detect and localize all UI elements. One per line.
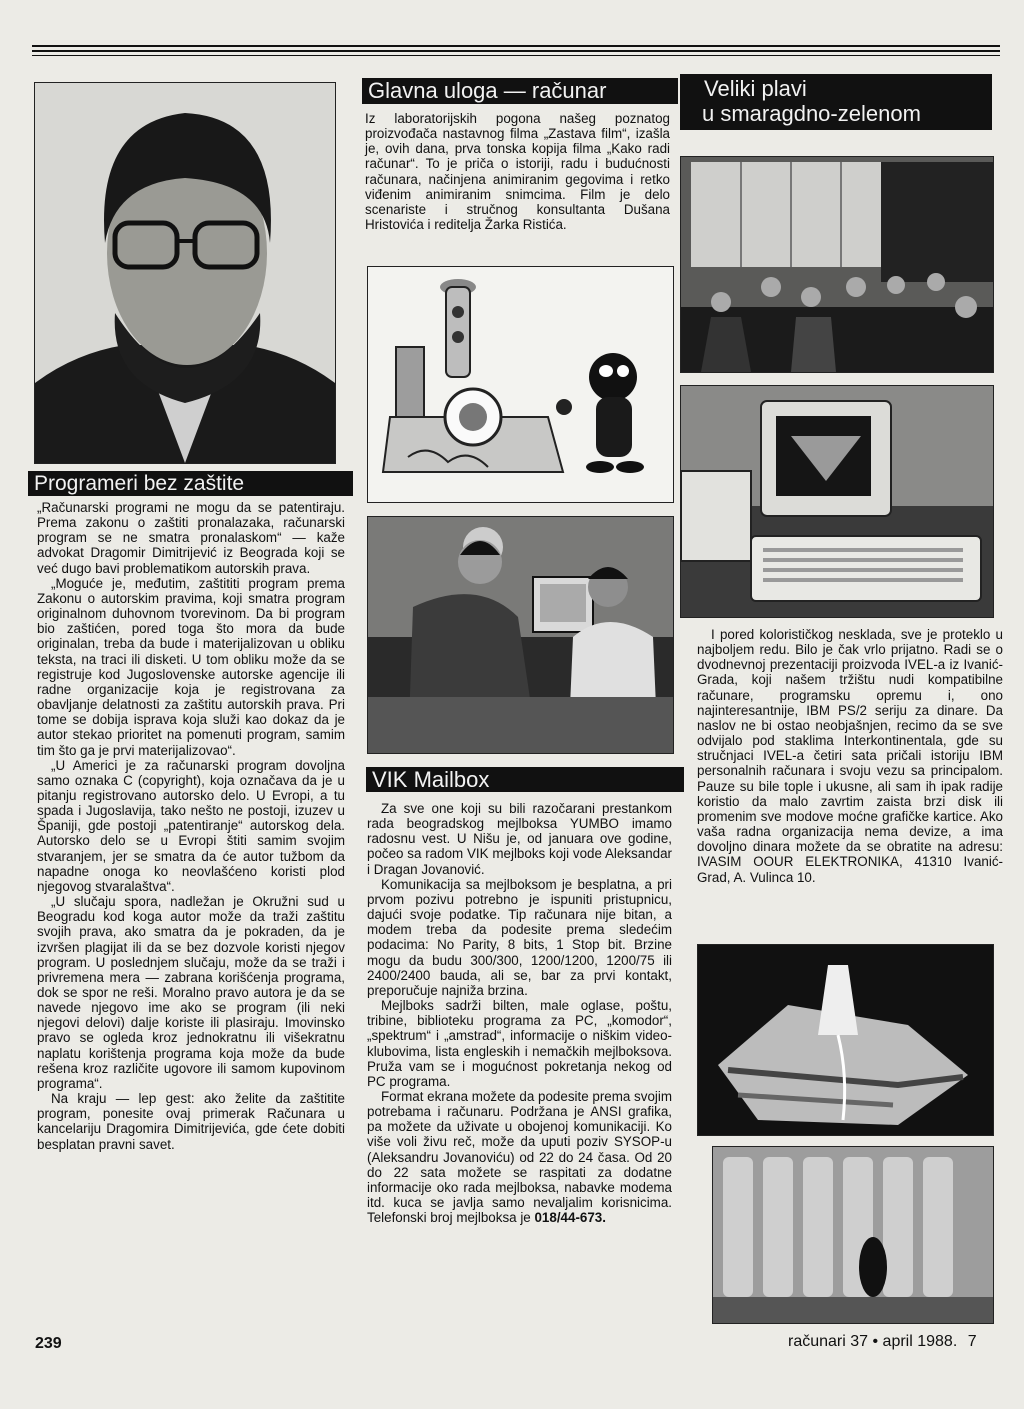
headline-veliki-line2: u smaragdno-zelenom — [702, 101, 921, 126]
headline-veliki — [680, 74, 992, 130]
top-rule-2 — [32, 50, 1000, 52]
vik-paragraph: Mejlboks sadrži bilten, male oglase, poštu, tribine, biblioteku programa za PC, „komodor“, „spektrum“ i „amstrad“, informacije o niškim video-klubovima, lista engleskih i nemačkih mejlboksova. Pruža vam se i mogućnost pokretanja nekog od PC programa. — [367, 998, 672, 1089]
programeri-paragraph: „Moguće je, međutim, zaštititi program prema Zakonu o autorskim pravima, koji smatra program originalnom duhovnom tvorevinom. Da bi program bio zaštićen, pored toga što mora da bude originalan, treba da bude i materijalizovan u obliku teksta, na traci ili disketi. U tom obliku može da se registruje kod Jugoslovenske autorske agencije ili radne organizacije koja je registrovana za obavljanje delatnosti za zaštitu autorskih prava. Pri tome se dobija isprava koja služi kao dokaz da je autor stekao prioritet na pomenuti program, samim tim što ga je prvi materijalizovao“. — [37, 575, 345, 758]
programeri-paragraph: Na kraju — lep gest: ako želite da zaštitite program, ponesite ovaj primerak Računara u kancelariju Dragomira Dimitrijevića, gde ćete dobiti besplatan pravni savet. — [37, 1091, 345, 1152]
column-programeri — [37, 500, 345, 1152]
vik-paragraph: Format ekrana možete da podesite prema svojim potrebama i računaru. Podržana je ANSI grafika, pa možete da uživate u obojenoj komunikaciji. Ko više voli živu reč, može da uputi poziv SYSOP-u (Aleksandru Jovanoviću) od 22 do 24 časa. Od 20 do 22 sata možete se raspitati za dodatne informacije oko rada mejlboksa, nabavke modema itd. kuca se javlja samo nevaljalim korisnicima. Telefonski broj mejlboksa je 018/44-673. — [367, 1088, 673, 1226]
headline-veliki-line1: Veliki plavi — [704, 76, 807, 101]
top-rule-1 — [32, 45, 1000, 47]
column-vik — [367, 801, 672, 1225]
photo-two-men — [367, 516, 674, 754]
programeri-paragraph: „U slučaju spora, nadležan je Okružni sud u Beogradu kod koga autor može da traži zaštitu svojih prava, ako smatra da je pokraden, da je izvršen plagijat ili da se bez dozvole koristi njegov program. U poslednjem slučaju, može da se traži i privremena mera — zabrana korišćenja programa, dok se spor ne reši. Moralno pravo autora je da se navede njegovo ime ako se program (ili neki njegovi delovi) dalje koriste ili plasiraju. Imovinsko pravo se ogleda kroz jednokratnu ili višekratnu naplatu korištenja programa koja može da bude rešena kroz različite ugovore ili samom kupovinom programa“. — [37, 894, 345, 1091]
vik-paragraph: Za sve one koji su bili razočarani prestankom rada beogradskog mejlboksa YUMBO imamo radosnu vest. U Nišu je, od januara ove godine, počeo sa radom VIK mejlboks koji vode Aleksandar i Dragan Jovanović. — [367, 801, 672, 877]
photo-conference — [680, 156, 994, 373]
footer-issue: računari 37 • april 1988. — [788, 1333, 958, 1350]
vik-paragraph: Komunikacija sa mejlboksom je besplatna, a pri prvom pozivu potrebno je ispuniti pristupnicu, dajući svoje podatke. Tip računara nije bitan, a modem treba da podesite prema sledećim podacima: No Parity, 8 bits, 1 Stop bit. Brzine mogu da budu 300/300, 1200/1200, 1200/75 ili 2400/2400 bauda, ali se, bar za prvi kontakt, preporučuje najniža brzina. — [367, 876, 672, 998]
cartoon-illustration — [367, 266, 674, 503]
photo-computer — [680, 385, 994, 618]
top-rule-3 — [32, 55, 1000, 56]
programeri-paragraph: „Računarski programi ne mogu da se patentiraju. Prema zakonu o zaštiti pronalazaka, računarski program se ne smatra pronalaskom“ — kaže advokat Dragomir Dimitrijević iz Beograda koji se već dugo bavi problematikom autorskih prava. — [37, 500, 345, 576]
headline-glavna: Glavna uloga — računar — [362, 78, 678, 104]
veliki-text: I pored kolorističkog nesklada, sve je proteklo u najboljem redu. Bilo je čak vrlo prijatno. Radi se o dvodnevnoj prezentaciji proizvoda IVEL-a iz Ivanić-Grada, koji našem tržištu nudi kompatibilne računare, programsku opremu i, ono najinteresantnije, IBM PS/2 seriju za dinare. Da naslov ne bi ostao neobjašnjen, recimo da se sve odvijalo pod staklima Interkontinentala, gde su stručnjaci IVEL-a četiri sata pričali istoriju IBM personalnih računara i svoju vezu sa principalom. Pauze su bile tople i ukusne, ali sam ih ipak radije koristio da malo zavrtim zaista brzi disk ili promenim sve modove moćne grafičke kartice. Ako vaša radna organizacija nema devize, a ima dovoljno dinara možete da se obratite na adresu: IVASIM OOUR ELEKTRONIKA, 41310 Ivanić-Grad, A. Vulinca 10. — [697, 627, 1003, 885]
programeri-paragraph: „U Americi je za računarski program dovoljna samo oznaka C (copyright), koja označava da je u pitanju registrovano autorsko delo. U Evropi, a tu spada i Jugoslavija, tako nešto ne postoji, izuzev u Španiji, gde postoji „patentiranje“ autorskog dela. Autorsko delo se u Evropi štiti samim svojim stvaranjem, jer se smatra da će autor tužbom da napadne onoga ko neovlašćeno koristi plod njegovog stvaralaštva“. — [37, 757, 345, 894]
page-number-left: 239 — [35, 1335, 62, 1352]
game-screenshot-2 — [712, 1146, 994, 1324]
game-screenshot-1 — [697, 944, 994, 1136]
headline-programeri: Programeri bez zaštite — [28, 471, 353, 496]
glavna-text: Iz laboratorijskih pogona našeg poznatog proizvođača nastavnog filma „Zastava film“, izašla je, ovih dana, prva tonska kopija filma „Kako radi računar“. To je priča o istoriji, radu i budućnosti računara, načinjena animiranim gegovima i retko viđenim animiranim snimcima. Film je delo scenariste i stručnog konsultanta Dušana Hristovića i reditelja Žarka Ristića. — [365, 111, 670, 233]
portrait-photo — [34, 82, 336, 464]
page-number-right: 7 — [967, 1333, 977, 1350]
footer-publication — [788, 1333, 977, 1351]
vik-phone: 018/44-673. — [534, 1210, 606, 1226]
headline-vik: VIK Mailbox — [366, 767, 684, 792]
